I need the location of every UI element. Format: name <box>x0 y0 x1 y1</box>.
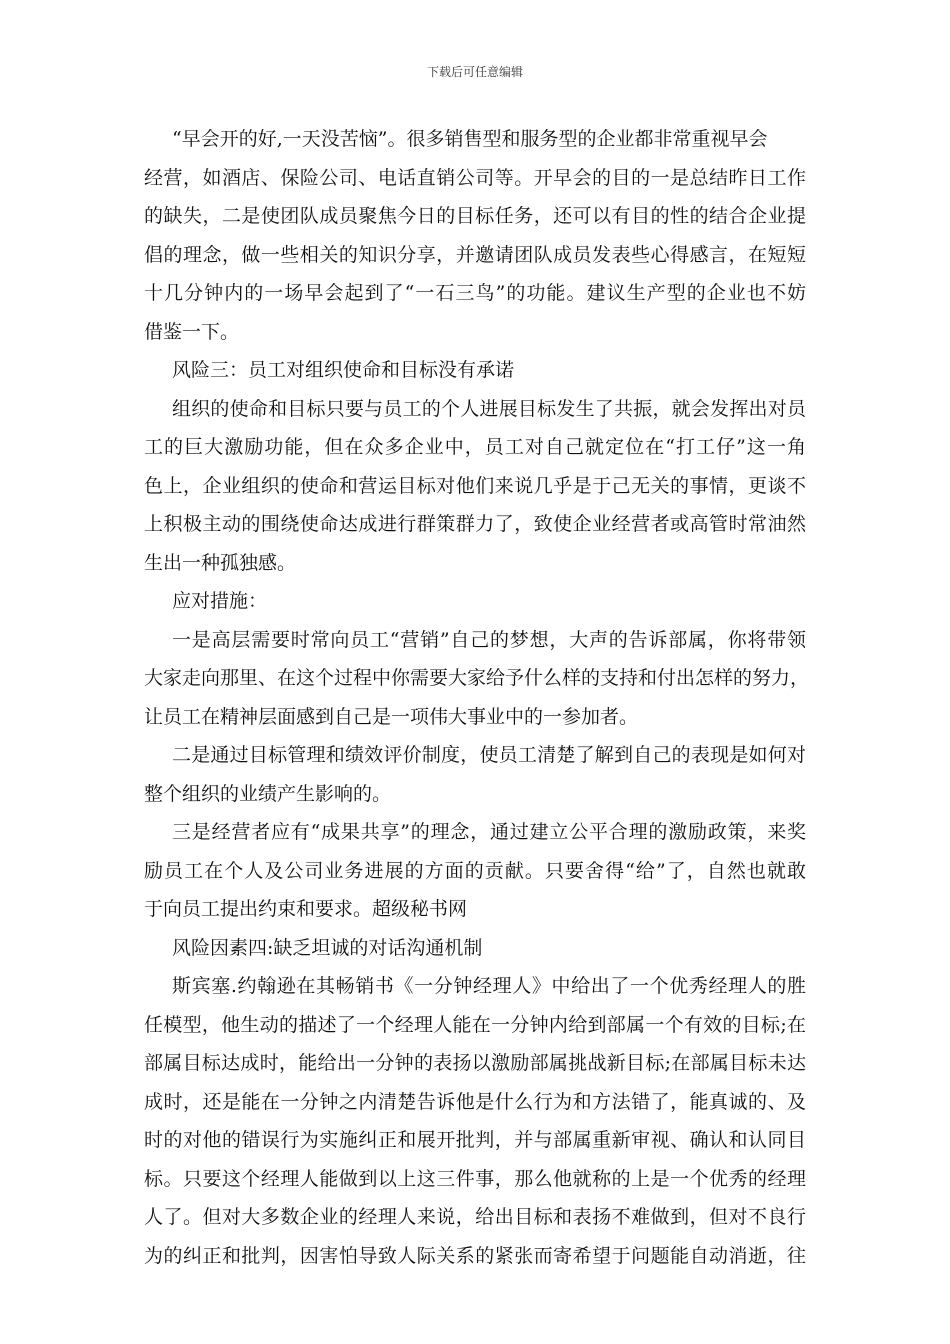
paragraph-line: 经营，如酒店、保险公司、电话直销公司等。开早会的目的一是总结昨日工作 <box>144 166 806 189</box>
paragraph-line: 任模型，他生动的描述了一个经理人能在一分钟内给到部属一个有效的目标;在 <box>144 1013 806 1036</box>
paragraph-line: 二是通过目标管理和绩效评价制度，使员工清楚了解到自己的表现是如何对 <box>172 744 806 766</box>
paragraph-line: 于向员工提出约束和要求。超级秘书网 <box>144 898 468 920</box>
paragraph-line: 借鉴一下。 <box>144 320 240 343</box>
section-heading: 风险三：员工对组织使命和目标没有承诺 <box>172 359 515 381</box>
page-header: 下载后可任意编辑 <box>426 65 523 79</box>
paragraph-line: 为的纠正和批判，因害怕导致人际关系的紧张而寄希望于问题能自动消逝，往 <box>144 1244 806 1267</box>
paragraph-line: 十几分钟内的一场早会起到了“一石三鸟”的功能。建议生产型的企业也不妨 <box>144 282 806 304</box>
paragraph-line: 工的巨大激励功能，但在众多企业中，员工对自己就定位在“打工仔”这一角 <box>144 436 806 458</box>
paragraph-line: “早会开的好,一天没苦恼”。很多销售型和服务型的企业都非常重视早会 <box>172 128 768 150</box>
paragraph-line: 组织的使命和目标只要与员工的个人进展目标发生了共振，就会发挥出对员 <box>172 397 806 420</box>
paragraph-line: 一是高层需要时常向员工“营销”自己的梦想，大声的告诉部属，你将带领 <box>172 628 806 651</box>
paragraph-line: 励员工在个人及公司业务进展的方面的贡献。只要舍得“给”了，自然也就敢 <box>144 859 806 882</box>
paragraph-line: 色上，企业组织的使命和营运目标对他们来说几乎是于己无关的事情，更谈不 <box>144 474 806 497</box>
paragraph-line: 部属目标达成时，能给出一分钟的表扬以激励部属挑战新目标;在部属目标未达 <box>144 1052 806 1074</box>
paragraph-line: 上积极主动的围绕使命达成进行群策群力了，致使企业经营者或高管时常油然 <box>144 513 806 535</box>
section-heading: 应对措施： <box>172 590 268 612</box>
paragraph-line: 的缺失，二是使团队成员聚焦今日的目标任务，还可以有目的性的结合企业提 <box>144 205 806 227</box>
document-body <box>144 120 810 1275</box>
paragraph-line: 生出一种孤独感。 <box>144 551 297 574</box>
paragraph-line: 时的对他的错误行为实施纠正和展开批判，并与部属重新审视、确认和认同目 <box>144 1129 806 1151</box>
paragraph-line: 三是经营者应有“成果共享”的理念，通过建立公平合理的激励政策，来奖 <box>172 821 806 843</box>
paragraph-line: 斯宾塞.约翰逊在其畅销书《一分钟经理人》中给出了一个优秀经理人的胜 <box>172 975 806 997</box>
paragraph-line: 大家走向那里、在这个过程中你需要大家给予什么样的支持和付出怎样的努力， <box>144 667 810 689</box>
paragraph-line: 整个组织的业绩产生影响的。 <box>144 782 392 805</box>
paragraph-line: 让员工在精神层面感到自己是一项伟大事业中的一参加者。 <box>144 705 639 728</box>
paragraph-line: 人了。但对大多数企业的经理人来说，给出目标和表扬不难做到，但对不良行 <box>144 1206 806 1228</box>
paragraph-line: 倡的理念，做一些相关的知识分享，并邀请团队成员发表些心得感言，在短短 <box>144 243 806 266</box>
paragraph-line: 标。只要这个经理人能做到以上这三件事，那么他就称的上是一个优秀的经理 <box>144 1167 806 1190</box>
section-heading: 风险因素四:缺乏坦诚的对话沟通机制 <box>172 936 483 959</box>
paragraph-line: 成时，还是能在一分钟之内清楚告诉他是什么行为和方法错了，能真诚的、及 <box>144 1090 806 1113</box>
